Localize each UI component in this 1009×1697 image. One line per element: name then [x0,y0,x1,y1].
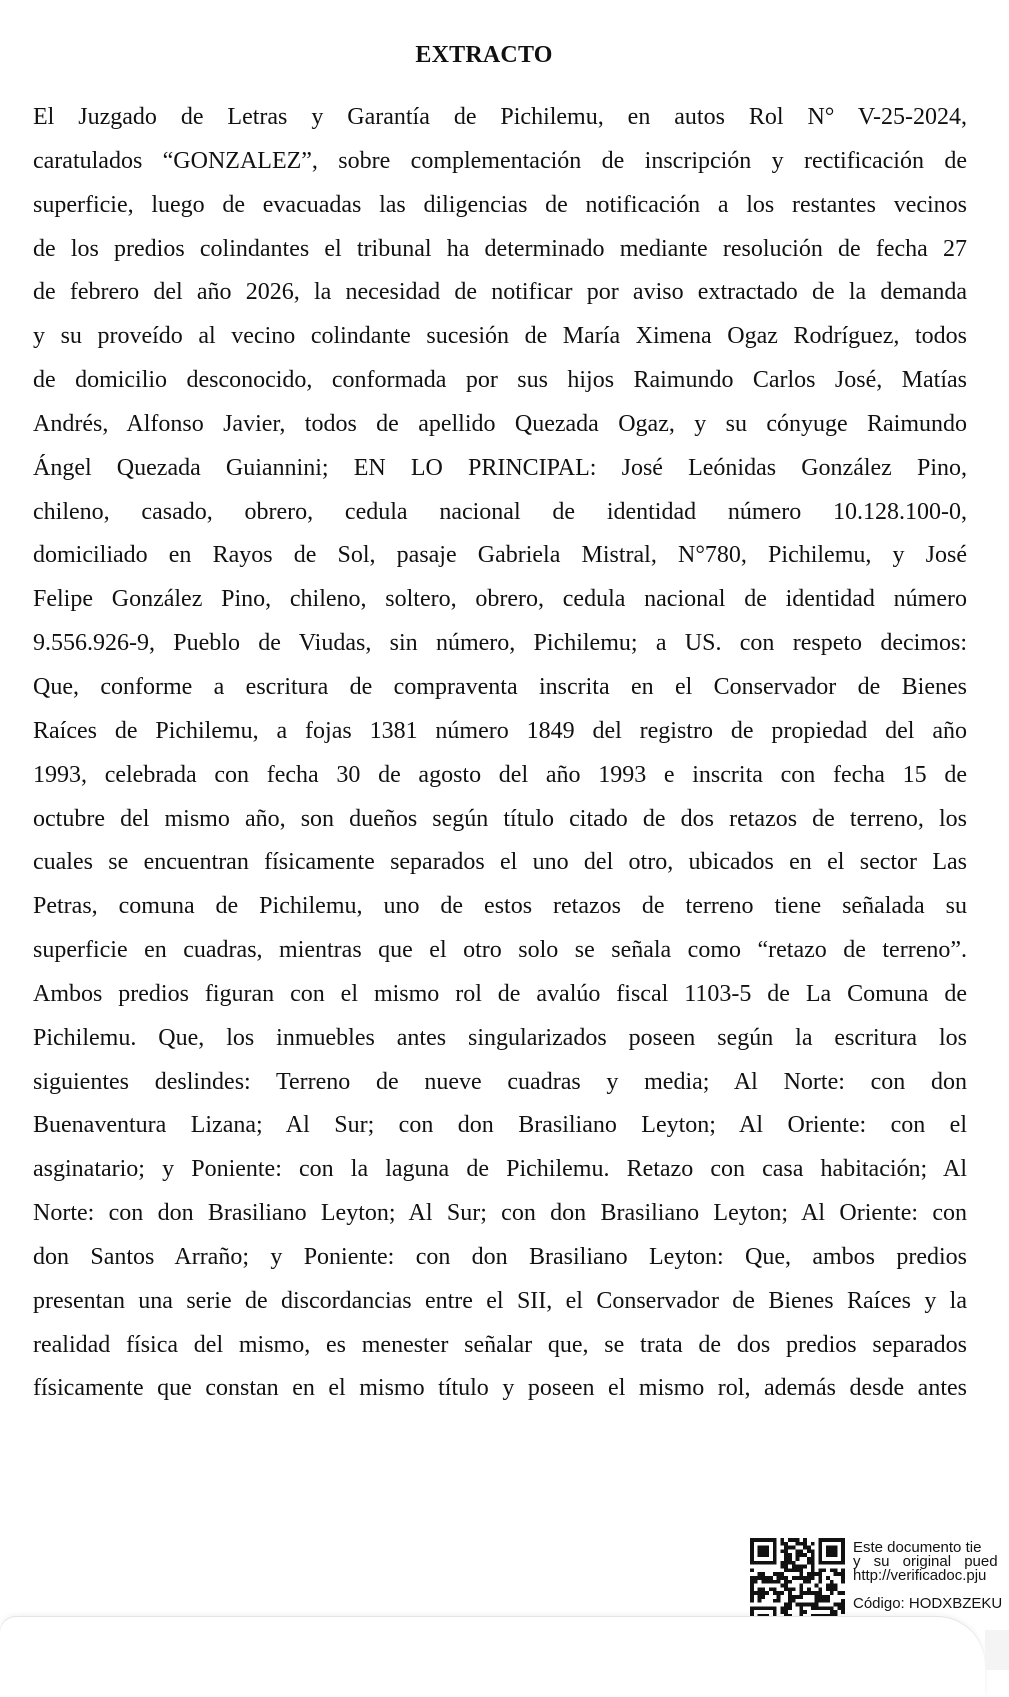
body-line: de febrero del año 2026, la necesidad de notificar por aviso extractado de la demanda [33,279,967,306]
body-line: caratulados “GONZALEZ”, sobre complementación de inscripción y rectificación de [33,147,967,174]
verification-line: Este documento tie [853,1539,982,1556]
verification-code: Código: HODXBZEKU [853,1595,1003,1612]
document-body [33,101,967,1416]
body-line: domiciliado en Rayos de Sol, pasaje Gabriela Mistral, N°780, Pichilemu, y José [33,542,967,569]
body-line: 9.556.926-9, Pueblo de Viudas, sin número, Pichilemu; a US. con respeto decimos: [33,630,967,657]
body-line: 1993, celebrada con fecha 30 de agosto del año 1993 e inscrita con fecha 15 de [33,761,967,788]
body-line: y su proveído al vecino colindante sucesión de María Ximena Ogaz Rodríguez, todos [33,323,967,350]
body-line: cuales se encuentran físicamente separados el uno del otro, ubicados en el sector Las [33,849,967,876]
verification-stamp [750,1538,1009,1628]
body-line: Ángel Quezada Guiannini; EN LO PRINCIPAL: José Leónidas González Pino, [33,454,967,481]
bottom-sheet[interactable] [0,1617,985,1697]
body-line: don Santos Arraño; y Poniente: con don Brasiliano Leyton: Que, ambos predios [33,1243,967,1270]
body-line: Pichilemu. Que, los inmuebles antes singularizados poseen según la escritura los [33,1024,967,1051]
body-line: Raíces de Pichilemu, a fojas 1381 número 1849 del registro de propiedad del año [33,717,967,744]
bottom-sheet-edge [985,1630,1009,1670]
body-line: Petras, comuna de Pichilemu, uno de estos retazos de terreno tiene señalada su [33,893,967,920]
body-line: Que, conforme a escritura de compraventa inscrita en el Conservador de Bienes [33,673,967,700]
body-line: superficie, luego de evacuadas las diligencias de notificación a los restantes vecinos [33,191,967,218]
body-line: realidad física del mismo, es menester señalar que, se trata de dos predios separados [33,1331,967,1358]
body-line: El Juzgado de Letras y Garantía de Pichilemu, en autos Rol N° V-25-2024, [33,104,967,130]
body-line: físicamente que constan en el mismo título y poseen el mismo rol, además desde antes [33,1375,967,1402]
body-line: superficie en cuadras, mientras que el otro solo se señala como “retazo de terreno”. [33,937,967,964]
document-title: EXTRACTO [415,42,553,68]
verification-url[interactable]: http://verificadoc.pju [853,1567,987,1584]
body-line: octubre del mismo año, son dueños según título citado de dos retazos de terreno, los [33,805,967,832]
body-line: Norte: con don Brasiliano Leyton; Al Sur; con don Brasiliano Leyton; Al Oriente: con [33,1200,967,1227]
body-line: Buenaventura Lizana; Al Sur; con don Brasiliano Leyton; Al Oriente: con el [33,1112,967,1139]
body-line: presentan una serie de discordancias entre el SII, el Conservador de Bienes Raíces y la [33,1287,967,1314]
body-line: chileno, casado, obrero, cedula nacional de identidad número 10.128.100-0, [33,498,967,525]
verification-text [853,1541,1009,1611]
body-line: siguientes deslindes: Terreno de nueve cuadras y media; Al Norte: con don [33,1068,967,1095]
body-line: Felipe González Pino, chileno, soltero, obrero, cedula nacional de identidad número [33,586,967,613]
body-line: Andrés, Alfonso Javier, todos de apellido Quezada Ogaz, y su cónyuge Raimundo [33,410,967,437]
verification-line: y su original pued [853,1553,998,1570]
body-line: de domicilio desconocido, conformada por sus hijos Raimundo Carlos José, Matías [33,367,967,394]
body-line: de los predios colindantes el tribunal ha determinado mediante resolución de fecha 27 [33,235,967,262]
body-line: asginatario; y Poniente: con la laguna de Pichilemu. Retazo con casa habitación; Al [33,1156,967,1183]
body-line: Ambos predios figuran con el mismo rol de avalúo fiscal 1103-5 de La Comuna de [33,980,967,1007]
